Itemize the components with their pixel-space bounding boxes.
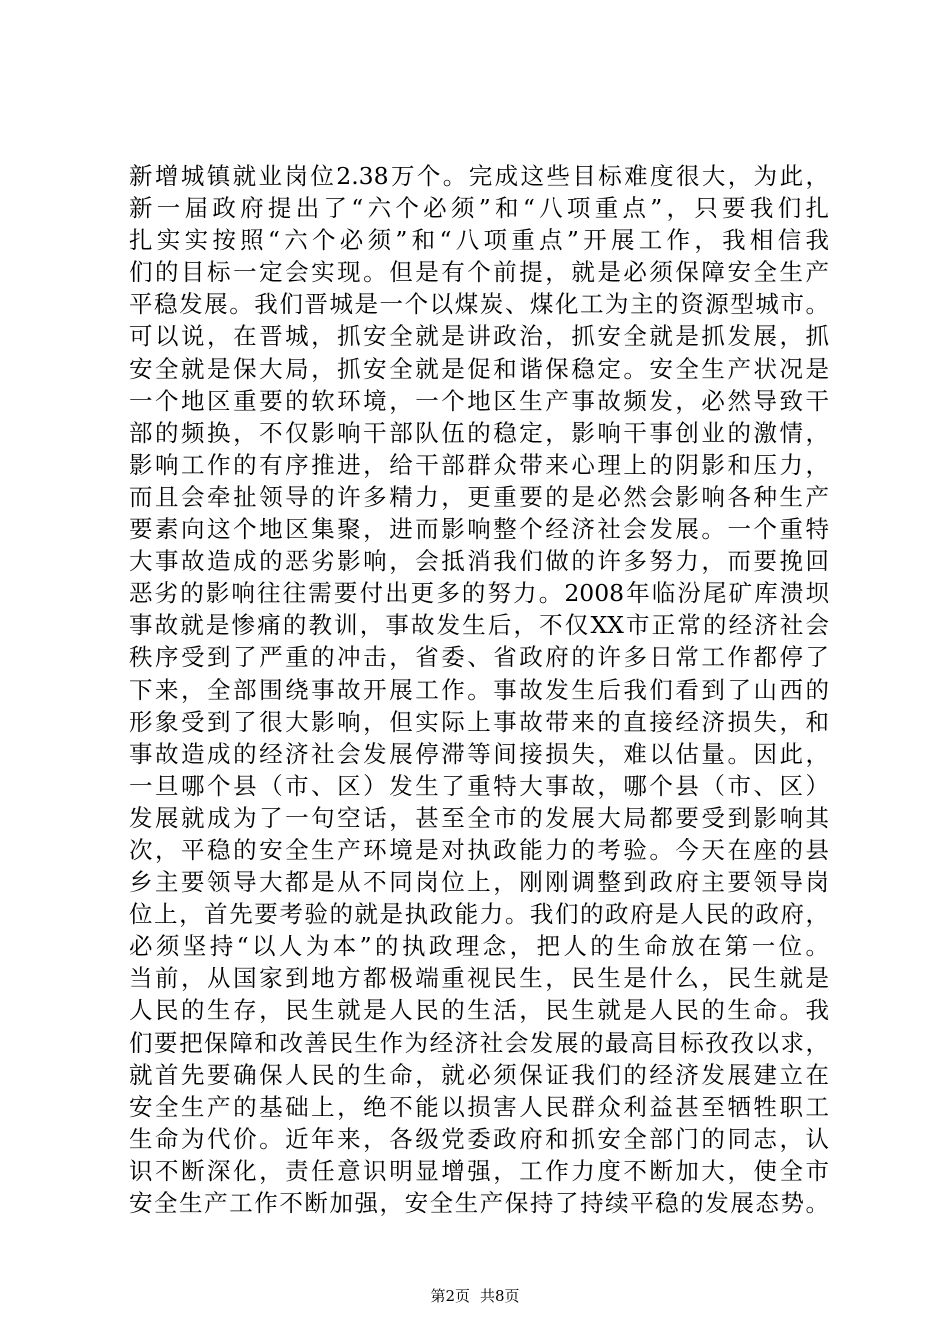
text-line: 恶劣的影响往往需要付出更多的努力。2008年临汾尾矿库溃坝	[129, 579, 829, 608]
text-line: 扎实实按照“六个必须”和“八项重点”开展工作，我相信我	[129, 226, 829, 255]
text-line: 们的目标一定会实现。但是有个前提，就是必须保障安全生产	[129, 258, 829, 287]
text-line: 位上，首先要考验的就是执政能力。我们的政府是人民的政府，	[129, 900, 829, 929]
text-line: 而且会牵扯领导的许多精力，更重要的是必然会影响各种生产	[129, 482, 829, 511]
text-line: 新一届政府提出了“六个必须”和“八项重点”，只要我们扎	[129, 194, 829, 223]
text-line: 安全就是保大局，抓安全就是促和谐保稳定。安全生产状况是	[129, 354, 829, 383]
text-line: 一个地区重要的软环境，一个地区生产事故频发，必然导致干	[129, 386, 829, 415]
text-line: 次，平稳的安全生产环境是对执政能力的考验。今天在座的县	[129, 835, 829, 864]
text-line: 影响工作的有序推进，给干部群众带来心理上的阴影和压力，	[129, 450, 829, 479]
text-line: 发展就成为了一句空话，甚至全市的发展大局都要受到影响其	[129, 803, 829, 832]
text-line: 安全生产工作不断加强，安全生产保持了持续平稳的发展态势。	[129, 1189, 829, 1217]
text-line: 可以说，在晋城，抓安全就是讲政治，抓安全就是抓发展，抓	[129, 322, 829, 351]
text-line: 识不断深化，责任意识明显增强，工作力度不断加大，使全市	[129, 1156, 829, 1185]
text-line: 形象受到了很大影响，但实际上事故带来的直接经济损失，和	[129, 707, 829, 736]
text-line: 要素向这个地区集聚，进而影响整个经济社会发展。一个重特	[129, 515, 829, 544]
text-line: 事故造成的经济社会发展停滞等间接损失，难以估量。因此，	[129, 739, 829, 768]
text-line: 们要把保障和改善民生作为经济社会发展的最高目标孜孜以求，	[129, 1028, 829, 1057]
text-line: 乡主要领导大都是从不同岗位上，刚刚调整到政府主要领导岗	[129, 868, 829, 897]
text-line: 平稳发展。我们晋城是一个以煤炭、煤化工为主的资源型城市。	[129, 290, 829, 319]
text-line: 下来，全部围绕事故开展工作。事故发生后我们看到了山西的	[129, 675, 829, 704]
text-line: 部的频换，不仅影响干部队伍的稳定，影响干事创业的激情，	[129, 418, 829, 447]
text-line: 一旦哪个县（市、区）发生了重特大事故，哪个县（市、区）	[129, 771, 829, 800]
text-line: 必须坚持“以人为本”的执政理念，把人的生命放在第一位。	[129, 932, 829, 961]
text-line: 安全生产的基础上，绝不能以损害人民群众利益甚至牺牲职工	[129, 1092, 829, 1121]
text-line: 大事故造成的恶劣影响，会抵消我们做的许多努力，而要挽回	[129, 547, 829, 576]
text-line: 生命为代价。近年来，各级党委政府和抓安全部门的同志，认	[129, 1124, 829, 1153]
page-number-total: 共8页	[480, 1287, 520, 1305]
text-line: 就首先要确保人民的生命，就必须保证我们的经济发展建立在	[129, 1060, 829, 1089]
text-line: 秩序受到了严重的冲击，省委、省政府的许多日常工作都停了	[129, 643, 829, 672]
body-text	[129, 160, 829, 1219]
text-line: 当前，从国家到地方都极端重视民生，民生是什么，民生就是	[129, 964, 829, 993]
text-line: 新增城镇就业岗位2.38万个。完成这些目标难度很大，为此，	[129, 162, 829, 190]
page-footer	[0, 1286, 950, 1306]
page-number-current: 第2页	[430, 1287, 470, 1305]
text-line: 人民的生存，民生就是人民的生活，民生就是人民的生命。我	[129, 996, 829, 1025]
text-line: 事故就是惨痛的教训，事故发生后，不仅XX市正常的经济社会	[129, 611, 829, 640]
